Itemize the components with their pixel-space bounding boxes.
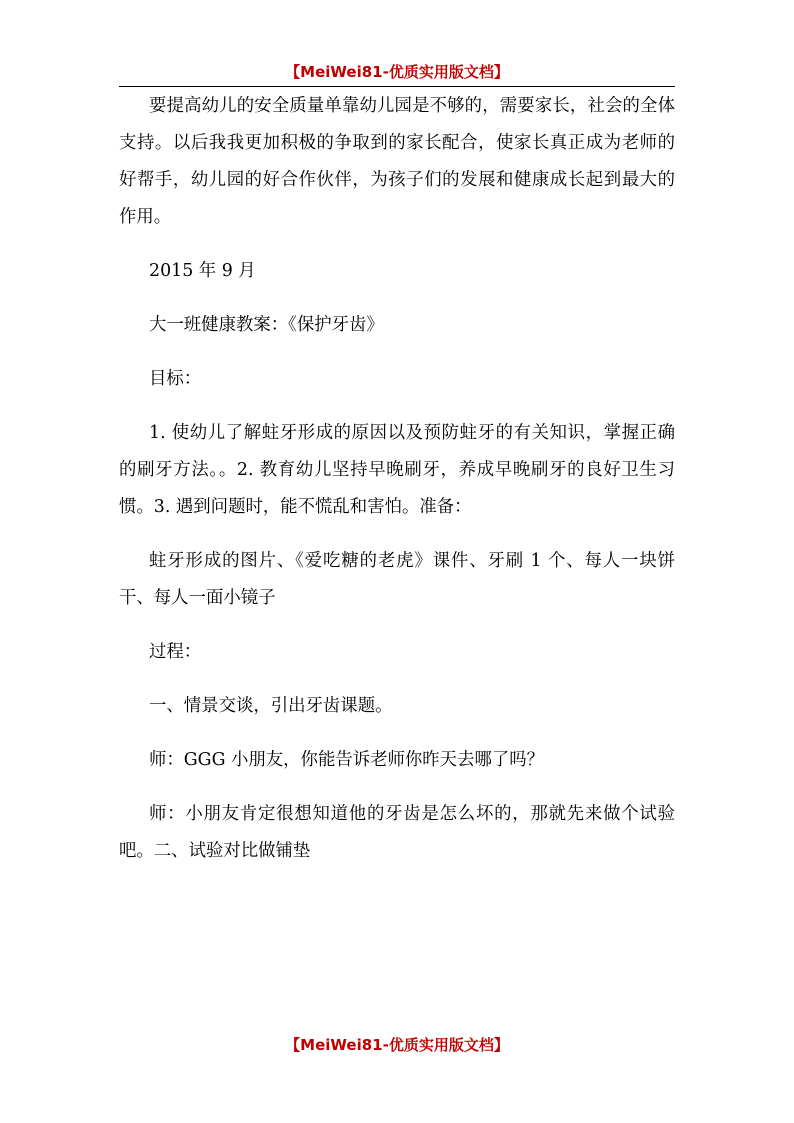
goals-heading: 目标： (149, 369, 202, 389)
document-body (119, 88, 675, 870)
process-heading: 过程： (149, 642, 202, 662)
page-footer: 【MeiWei81-优质实用版文档】 (285, 1036, 509, 1054)
paragraph-safety-support: 要提高幼儿的安全质量单靠幼儿园是不够的，需要家长，社会的全体支持。以后我我更加积极的争取到的家长配合，使家长真正成为老师的好帮手，幼儿园的好合作伙伴，为孩子们的发展和健康成长起到最大的作用。 (119, 96, 675, 227)
paragraph-preparation: 蛀牙形成的图片、《爱吃糖的老虎》课件、牙刷 1 个、每人一块饼干、每人一面小镜子 (119, 551, 675, 608)
lesson-title: 大一班健康教案：《保护牙齿》 (149, 315, 384, 335)
paragraph-teacher-experiment: 师：小朋友肯定很想知道他的牙齿是怎么坏的，那就先来做个试验吧。二、试验对比做铺垫 (119, 804, 675, 861)
header-divider (119, 86, 675, 87)
paragraph-goals: 1. 使幼儿了解蛀牙形成的原因以及预防蛀牙的有关知识，掌握正确的刷牙方法。。2. 教育幼儿坚持早晚刷牙，养成早晚刷牙的良好卫生习惯。3. 遇到问题时，能不慌乱和害怕。准备： (119, 423, 675, 517)
paragraph-date: 2015 年 9 月 (149, 261, 256, 281)
section-one-heading: 一、情景交谈，引出牙齿课题。 (149, 696, 393, 716)
paragraph-teacher-question: 师：GGG 小朋友，你能告诉老师你昨天去哪了吗？ (149, 750, 545, 770)
page-header: 【MeiWei81-优质实用版文档】 (285, 63, 509, 81)
